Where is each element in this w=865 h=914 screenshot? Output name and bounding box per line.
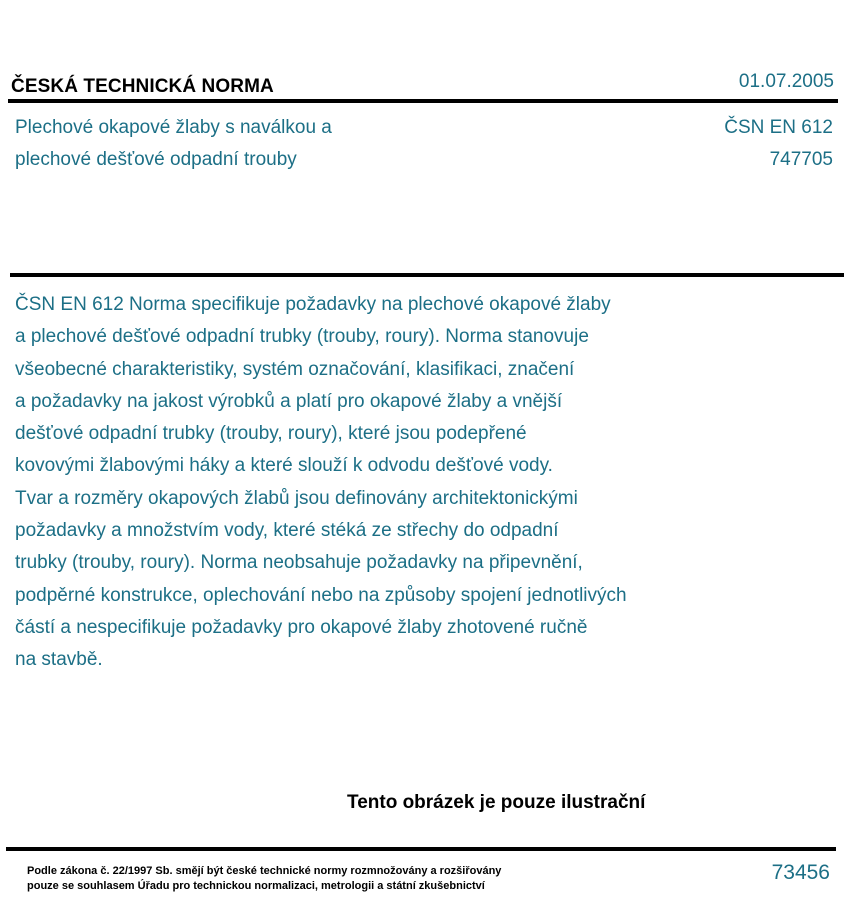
legal-notice-line-2: pouze se souhlasem Úřadu pro technickou normalizaci, metrologii a státní zkušebnictví	[27, 880, 485, 892]
standard-title-line-2: plechové dešťové odpadní trouby	[15, 149, 297, 170]
description-line: ČSN EN 612 Norma specifikuje požadavky na plechové okapové žlaby	[15, 294, 611, 315]
description-line: dešťové odpadní trubky (trouby, roury), které jsou podepřené	[15, 423, 527, 445]
description-line: Tvar a rozměry okapových žlabů jsou definovány architektonickými	[15, 487, 578, 509]
description-line: na stavbě.	[15, 649, 103, 671]
page-heading: ČESKÁ TECHNICKÁ NORMA	[11, 76, 274, 97]
description-line: a požadavky na jakost výrobků a platí pro okapové žlaby a vnější	[15, 390, 563, 412]
issue-date: 01.07.2005	[738, 71, 834, 92]
title-divider	[10, 273, 844, 277]
illustration-note: Tento obrázek je pouze ilustrační	[347, 792, 646, 813]
header-divider	[8, 99, 838, 103]
description-line: kovovými žlabovými háky a které slouží k odvodu dešťové vody.	[15, 455, 553, 477]
description-line: všeobecné charakteristiky, systém označování, klasifikaci, značení	[15, 358, 575, 380]
standard-code: ČSN EN 612	[724, 117, 833, 138]
description-line: částí a nespecifikuje požadavky pro okapové žlaby zhotovené ručně	[15, 616, 588, 638]
description-line: požadavky a množstvím vody, které stéká ze střechy do odpadní	[15, 520, 559, 542]
description-line: podpěrné konstrukce, oplechování nebo na způsoby spojení jednotlivých	[15, 584, 627, 606]
description-line: a plechové dešťové odpadní trubky (trouby, roury). Norma stanovuje	[15, 326, 589, 348]
legal-notice-line-1: Podle zákona č. 22/1997 Sb. smějí být české technické normy rozmnožovány a rozšiřovány	[27, 865, 502, 877]
standard-title-line-1: Plechové okapové žlaby s naválkou a	[15, 117, 332, 138]
standard-description	[15, 289, 735, 677]
footer-divider	[6, 847, 836, 851]
classification-number: 747705	[769, 149, 833, 170]
description-line: trubky (trouby, roury). Norma neobsahuje požadavky na připevnění,	[15, 552, 583, 574]
catalog-number: 73456	[771, 861, 830, 884]
